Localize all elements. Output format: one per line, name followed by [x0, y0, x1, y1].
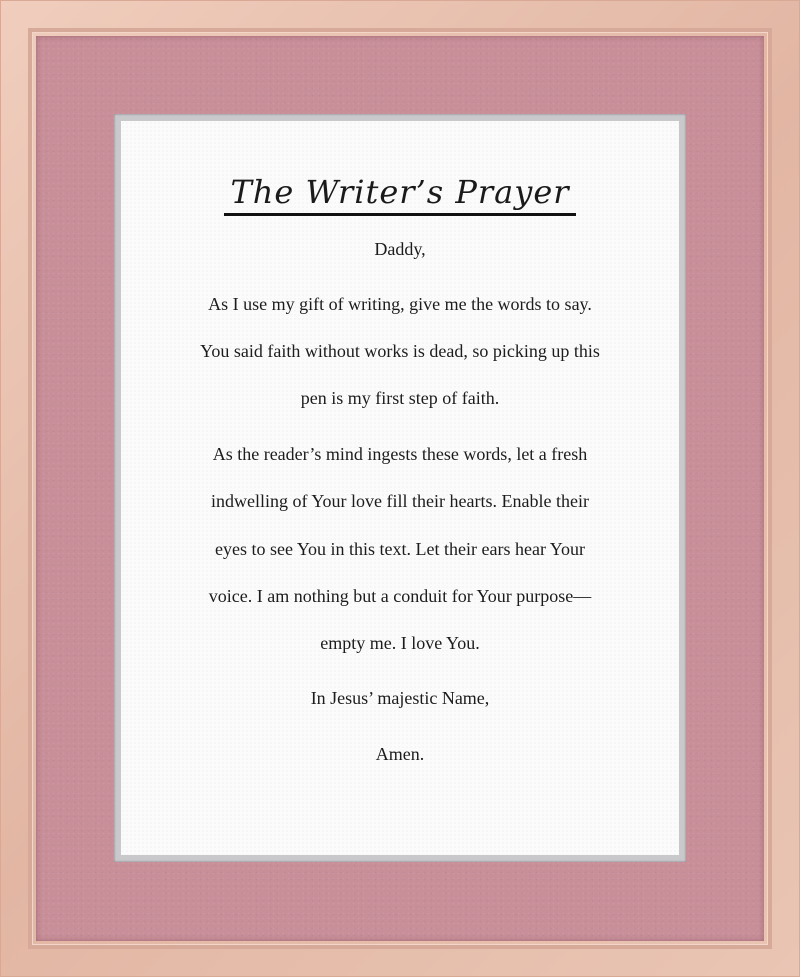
prayer-line: As I use my gift of writing, give me the words to say.	[208, 294, 592, 314]
prayer-title: The Writer’s Prayer	[224, 173, 575, 216]
prayer-paper	[121, 121, 679, 855]
prayer-line: As the reader’s mind ingests these words, let a fresh	[212, 444, 588, 464]
salutation: Daddy,	[374, 239, 426, 259]
prayer-line: indwelling of Your love fill their hearts. Enable their	[211, 491, 589, 511]
prayer-line: eyes to see You in this text. Let their ears hear Your	[215, 539, 585, 559]
prayer-line: voice. I am nothing but a conduit for Your purpose—	[208, 586, 592, 606]
closing-line: In Jesus’ majestic Name,	[310, 688, 490, 708]
prayer-line: You said faith without works is dead, so picking up this	[200, 341, 600, 361]
prayer-line: pen is my first step of faith.	[300, 388, 500, 408]
amen-line: Amen.	[375, 744, 425, 764]
prayer-line: empty me. I love You.	[320, 633, 480, 653]
prayer-title-wrap	[121, 173, 679, 216]
